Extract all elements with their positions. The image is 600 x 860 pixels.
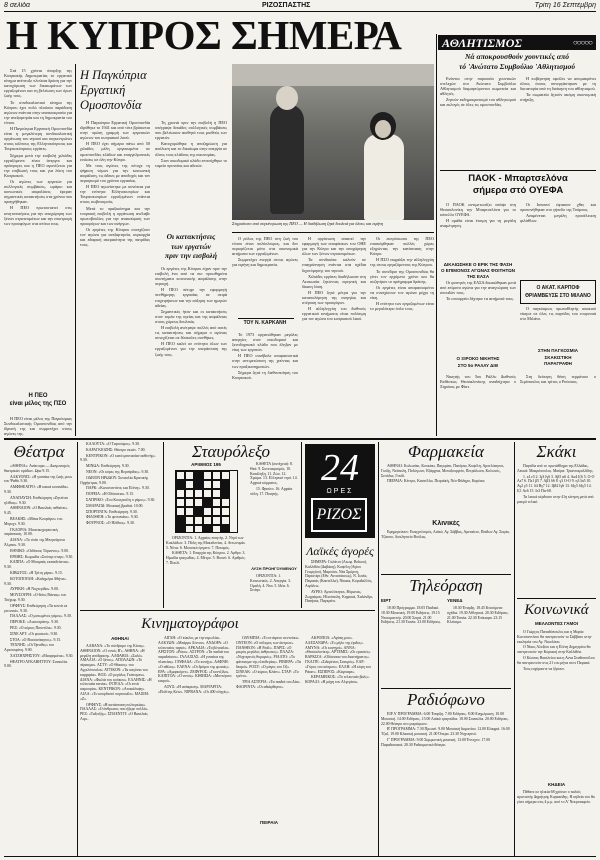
sports-rule bbox=[436, 34, 437, 436]
chess-text: Παρτίδα από το πρωτάθλημα της Ελλάδας. Λευκά: Μακρόπουλος. Μαύρα: Τριανταφυλλίδης. 1. ε4 ε5 2. Ιγ3 Ιγ6 3. Αβ5 α6 4. Αα4 Ιζ6 5. Ο-Ο Αε7 6. Πε1 β5 7. Αβ3 δ6 8. γ3 Ο-Ο 9. η3 Ια5 10. Αγ2 γ5 11. δ4 Βγ7 12. Ιβδ2 Ιγ6 13. δξγ5 δξγ5 14. Ιζ1 Αε6 15. Ιε3 Πα-δ8. Τα λευκά κέρδισαν στην 41η κίνηση μετά από μακρύ τελικό. bbox=[517, 464, 595, 504]
sports-box-line: ΘΡΙΑΜΒΕΥΣΕ ΣΤΟ ΜΙΛΑΝΟ bbox=[525, 293, 591, 299]
lead-headline bbox=[80, 68, 178, 118]
sports-rally bbox=[440, 356, 516, 372]
photo-sky bbox=[232, 64, 434, 86]
radio-title: Ραδιόφωνο bbox=[407, 690, 485, 709]
lead-subhead bbox=[155, 232, 227, 264]
crossword-title: Σταυρόλεξο bbox=[191, 442, 271, 461]
sports-box-line: Ο ΑΚΑΤ. ΚΑΡΠΟΦ bbox=[536, 285, 580, 291]
lead-column-7: Οι εκπρόσωποι της ΠΕΟ επισκέφθηκαν πολλές χώρες εξηγώντας την κατάσταση στην Κύπρο. Η ΠΣΟ εκφράζει την αλληλεγγύη της στους εργαζόμενους της Κύπρου. Το συνέδριο της Ομοσπονδίας θα γίνει τον ερχόμενο χρόνο και θα συζητήσει το πρόγραμμα δράσης. Οι εργάτες είναι αποφασισμένοι να συνεχίσουν τον αγώνα μέχρι τη νίκη. Η ενότητα των εργαζομένων είναι το μεγαλύτερο όπλο τους. bbox=[370, 236, 434, 312]
pharmacy-listing: ΑΘΗΝΑΙ: Κολωνάκι, Κουκάκι, Παγκράτι, Πατήσια, Κυψέλη, Αμπελόκηποι, Γκύζη, Νεάπολη, Πολύγωνο, Εξάρχεια, Μεταξουργείο, Πετράλωνα, Κολωνός, Σεπόλια, Γουδί. ΠΕΙΡΑΙΑ: Κέντρο, Καστέλλα, Πειραϊκή, Νέο Φάληρο, Καμίνια. bbox=[381, 464, 505, 484]
social-title: Κοινωνικά bbox=[524, 602, 589, 618]
lead-subhead-line: των εργατών bbox=[170, 241, 212, 251]
left-column-text: Στά 15 χρόνια ύπαρξης της Κυπριακής Δημοκρατίας το εργατικό κίνημα ανέπτυξε πλούσια δράση για την κατοχύρωση των δικαιωμάτων των εργαζομένων και τη βελτίωση των όρων ζωής τους. Το συνδικαλιστικό κίνημα της Κύπρου έχει πολύ πλούσια παράδοση αγώνων ενάντια στην αποικιοκρατία για την ανεξαρτησία και τη δημοκρατία του τόπου. Η Παγκύπρια Εργατική Ομοσπονδία είναι η μεγαλύτερη συνδικαλιστική οργάνωση του νησιού και συγκεντρώνει στους κόλπους της Ελληνοκύπριους και Τουρκοκύπριους εργάτες. Σήμερα μετά την εισβολή χιλιάδες εργαζόμενοι είναι άνεργοι και πρόσφυγες και η ΠΕΟ αγωνίζεται για την επιβίωσή τους και για λύση του Κυπριακού. Οι αγώνες των εργατών για συλλογικές συμβάσεις, ωράριο και κοινωνικές ασφαλίσεις έφεραν σημαντικές κατακτήσεις στα χρόνια που προηγήθηκαν. Η ΠΕΟ πρωτοστατεί στις κινητοποιήσεις για την αποχώρηση των ξένων στρατευμάτων και την επιστροφή των προσφύγων στα σπίτια τους. bbox=[4, 68, 72, 226]
crossword-rule bbox=[301, 442, 302, 608]
sports-box2 bbox=[520, 348, 596, 372]
lead-column-4: Ο ρόλος της ΠΕΟ στη ζωή του τόπου είναι πολύπλευρος, και δεν περιορίζεται μόνο στα οικονομικά αιτήματα των εργαζομένων. Συμμετέχει ενεργά στους αγώνες για ειρήνη και δημοκρατία. bbox=[232, 236, 298, 268]
sports-text-7: Νικητής του 5ου Ράλλυ Διεθνούς Εκθέσεως Θεσσαλονίκης αναδείχτηκε ο Ξηρόκος με Φίατ. bbox=[440, 374, 516, 390]
markets-listing: ΣΗΜΕΡΑ: Γαλάτσι (Λεωφ. Βεΐκου), Καλλιθέα (Δαβάκη), Κυψέλη (Αγίου Γεωργίου), Μαρούσι, Νέα Σμύρνη, Περιστέρι (Εθν. Αντιστάσεως), Ν. Ιωνία, Πειραιάς (Καστέλλα), Νίκαια, Κορυδαλλός, Αιγάλεω. ΑΥΡΙΟ: Αμπελόκηποι, Βύρωνας, Ζωγράφου, Ηλιούπολη, Κηφισιά, Χαλάνδρι, Πατήσια, Παγκράτι. bbox=[305, 560, 373, 604]
crossword-solution-label: ΛΥΣΗ ΠΡΟΗΓΟΥΜΕΝΟΥ bbox=[251, 566, 297, 571]
sports-divider bbox=[440, 170, 596, 171]
caption-rule bbox=[232, 232, 434, 233]
sports-text-6: Ο παγκόσμιος πρωταθλητής σκακιού νίκησε σε όλες τις παρτίδες του τουρνουά στο Μιλάνο. bbox=[520, 306, 596, 322]
photo-caption: Στιγμιότυπο από συγκέντρωση της ΠΕΟ — Η διαδήλωση ζητά δουλειά για όλους και ειρήνη bbox=[232, 221, 384, 226]
theatre-title: Θέατρα bbox=[13, 442, 65, 461]
sports-headline-line: ΠΑΟΚ - Μπαρτσελόνα bbox=[468, 173, 568, 184]
radio-rule-top bbox=[381, 688, 511, 689]
radio-listing: ΕΙΡ Α' ΠΡΟΓΡΑΜΜΑ: 6.00 Έναρξη. 7.00 Ειδήσεις. 8.00 Ενημέρωση. 10.00 Μουσική. 14.00 Ειδήσεις. 15.00 Λαϊκά τραγούδια. 18.00 Συναυλία. 20.00 Ειδήσεις. 22.00 Θέατρο στο μικρόφωνο. Β' ΠΡΟΓΡΑΜΜΑ: 7.30 Πρωινό. 9.00 Μουσική δωματίου. 12.00 Ελαφρά. 16.00 Τζαζ. 19.00 Κλασική μουσική. 21.00 Όπερα. 23.30 Νυχτερινό. Γ' ΠΡΟΓΡΑΜΜΑ: 9.00 Συμφωνική μουσική. 13.00 Έντεχνο. 17.00 Παραδοσιακά. 20.30 Ραδιοφωνικό θέατρο. bbox=[381, 712, 510, 747]
sports-note-line: Ο ΕΠΙΜΟΝΟΣ ΑΓΩΝΑΣ ΦΟΙΤΗΤΩΝ ΤΗΣ ΕΑΣΑ bbox=[440, 268, 515, 278]
box-24-word: ΩΡΕΣ bbox=[326, 488, 354, 495]
theatre-rule-2 bbox=[163, 442, 164, 608]
cinema-listing-4: ΑΚΡΟΠΟΛ: «Αγάπη μου». ΑΛΕΞΑΝΔΡΑ: «Το μήλο της έριδος». ΑΜΥΝΑ: «Οι κυνηγοί». ΑΝΝΑ: «Θεσσαλονίκη». ΑΡΤΕΜΙΣ: «Οι εραστές». ΒΑΡΚΙΖΑ: «Οδύσσεια του διαστήματος». ΓΚΑΙΤΕ: «Σιδερένιος Σταυρός». ΕΑΡ: «Γύρος του κόσμου». ΕΛΛΗ: «Η κόρη του Ράιαν». ΕΣΠΕΡΟΣ: «Κάμπαρε». ΚΕΡΑΜΕΙΚΟΣ: «Το τελευταίο βαλς». ΚΟΡΑΛΙ: «Η μάχη του Αλγερίου». bbox=[305, 636, 372, 685]
chess-title: Σκάκι bbox=[536, 442, 577, 461]
sports-banner bbox=[438, 35, 596, 50]
chess-rule bbox=[514, 442, 515, 856]
sports-rally-line: ΣΤΟ 5ο ΡΑΛΛΥ ΔΙΘ bbox=[457, 362, 499, 368]
tv-eirt-listing: 18.00 Πρόγραμμα. 18.05 Παιδικό. 18.30 Μουσική. 19.00 Ειδήσεις. 19.15 Ντοκιμαντέρ. 20.00 Σειρά. 21.00 Ειδήσεις. 21.30 Ταινία. 23.00 Ειδήσεις. bbox=[381, 606, 442, 625]
olympic-rings-icon: ○○○○○ bbox=[572, 38, 592, 47]
cinema-athens-label: ΑΘΗΝΑΙ bbox=[111, 636, 129, 641]
photo-figure-woman bbox=[364, 134, 404, 220]
crossword-solution: ΟΡΙΖΟΝΤΙΑ: 1. Κοινωνικός. 2. Απεργία. 3. Ομαλή. 4. Ντα. 5. Ιδέα. 6. Σιτάρι. bbox=[250, 574, 291, 593]
lead-column-1: Η Παγκύπρια Εργατική Ομοσπονδία ιδρύθηκε το 1941 και από τότε βρίσκεται στην πρώτη γραμμή των εργατικών αγώνων του κυπριακού λαού. Η ΠΕΟ έχει σήμερα πάνω από 50 χιλιάδες μέλη οργανωμένα σε ομοσπονδίες κλάδων και επαγγελματικές ενώσεις σε όλη την Κύπρο. Με τους αγώνες της πέτυχε τη ψήφιση νόμων για την κοινωνική ασφάλιση, τις άδειες με αποδοχές και τον περιορισμό του χρόνου εργασίας. Η ΠΕΟ αγωνίστηκε με συνέπεια για την ενότητα Ελληνοκυπρίων και Τουρκοκυπρίων εργαζομένων ενάντια στους σωβινισμούς. Μετά το πραξικόπημα και την τουρκική εισβολή η οργάνωση ανέλαβε πρωτοβουλίες για την ανακούφιση των προσφύγων και των ανέργων. Οι εργάτες της Κύπρου συνεχίζουν τον αγώνα για ανεξαρτησία, κυριαρχία και εδαφική ακεραιότητα της πατρίδας τους. bbox=[80, 120, 150, 248]
sports-note bbox=[440, 262, 516, 278]
lead-headline-line: Ομοσπονδία bbox=[80, 98, 142, 112]
cinema-title: Κινηματογράφοι bbox=[141, 616, 239, 632]
kidia-label: ΚΗΔΕΙΑ bbox=[547, 782, 566, 787]
box-24-hours bbox=[305, 444, 375, 538]
photo-figure-man bbox=[270, 104, 304, 214]
sports-note-line: ΔΙΚΑΙΩΣΗΚΕ Ο ΕΡΙΚ ΤΗΣ ΦΑΣΗ bbox=[443, 262, 513, 267]
box-24-brand: ΡΙΖΟΣ bbox=[311, 498, 367, 532]
sports-box2-line: ΣΤΗΝ ΠΑΓΚΟΣΜΙΑ bbox=[538, 348, 578, 353]
author-byline: ΤΟΥ Ν. ΚΑΡΚΑΝΗ bbox=[243, 320, 287, 326]
lead-column-2: Τη χρονιά πριν την εισβολή η ΠΕΟ υπέγραψε δεκάδες συλλογικές συμβάσεις που βελτίωσαν αισθητά τους μισθούς των εργατών. Κατοχυρώθηκε η αποζημίωση για απόλυση και το δικαίωμα στην απεργία σε όλους τους κλάδους της οικονομίας. Στον οικοδομικό κλάδο επιτεύχθηκε το ταμείο προνοίας και αδειών. bbox=[155, 120, 227, 168]
masthead-title: Η ΚΥΠΡΟΣ ΣΗΜΕΡΑ bbox=[6, 13, 402, 58]
crossword-clues-across: ΟΡΙΖΟΝΤΙΑ: 1. Αρχαίος ποιητής. 2. Νησί των Κυκλάδων. 3. Πόλη της Μακεδονίας. 4. Αντωνυμία. 5. Νότα. 6. Μουσικό όργανο. 7. Ποταμός. ΚΑΘΕΤΑ: 1. Επαρχία της Κύπρου. 2. Αρθρο. 3. Ηρωίδα τραγωδίας. 4. Μέτρο. 5. Βουνό. 6. Αριθμός. 7. Πουλί. bbox=[166, 536, 246, 565]
sports-subhead-line: Νά αποκρουσθούν χουντικές από bbox=[464, 52, 570, 61]
crossword-number: ΑΡΙΘΜΟΣ 195 bbox=[191, 462, 221, 467]
sports-headline bbox=[440, 173, 596, 199]
pull-head-line: είναι μέλος της ΠΣΟ bbox=[9, 401, 67, 407]
sports-text-4: Οι Ισπανοί έφτασαν χθες και προπονήθηκαν στο γήπεδο της Τούμπας. Αναμένεται μεγάλη προσέλευση φιλάθλων. bbox=[520, 202, 596, 224]
pharmacy-rule bbox=[378, 442, 379, 856]
tv-yened-listing: 18.30 Έναρξη. 18.45 Κινούμενα σχέδια. 19.30 Αθλητικά. 20.30 Ειδήσεις. 21.00 Ταινία. 22.30 Επίκαιρα. 23.15 Κλείσιμο. bbox=[447, 606, 509, 625]
crossword-grid bbox=[175, 470, 238, 533]
pull-head bbox=[4, 392, 72, 414]
left-column-text-end: Η ΠΕΟ είναι μέλος της Παγκόσμιας Συνδικαλιστικής Ομοσπονδίας από την ίδρυσή της και συμμετέχει στους αγώνες της. bbox=[4, 416, 72, 436]
lead-headline-line: Η Παγκύπρια bbox=[80, 68, 147, 82]
sports-box2-line: ΣΚΑΚΙΣΤΙΚΗ bbox=[544, 354, 572, 360]
top-rule bbox=[4, 11, 596, 12]
issue-date: Τρίτη 16 Σεπτέμβρη bbox=[534, 2, 596, 9]
photo-face-man bbox=[276, 86, 298, 110]
social-sub: ΜΕΛΛΟΝΤΕΣ ΓΑΜΟΙ bbox=[534, 621, 579, 626]
markets-title: Λαϊκές άγορές bbox=[306, 544, 374, 558]
photo-face-woman bbox=[375, 120, 391, 138]
tv-eirt-label: ΕΙΡΤ bbox=[381, 598, 392, 603]
lead-photo bbox=[232, 64, 434, 220]
lead-column-3: Οι εργάτες της Κύπρου είχαν πριν την εισβολή ένα από τα πιο προωθημένα συστήματα κοινωνικής ασφάλισης στην περιοχή. Η ΠΕΟ πέτυχε την εφαρμογή πενθήμερης εργασίας σε σειρά επιχειρήσεων και την αύξηση των ημερών αδείας. Σημαντικές ήταν και οι κατακτήσεις στον τομέα της υγείας και της ασφάλειας στους χώρους δουλειάς. Η εισβολή ανέτρεψε πολλές από αυτές τις κατακτήσεις και σήμερα ο αγώνας συνεχίζεται σε δύσκολες συνθήκες. Η ΠΕΟ καλεί σε ενότητα όλων των εργαζομένων για την υπεράσπιση της ζωής τους. bbox=[155, 266, 227, 357]
pharmacy-title: Φαρμακεία bbox=[408, 442, 484, 461]
sports-rally-line: Ο ΞΙΡΟΚΟ ΝΙΚΗΤΗΣ bbox=[456, 356, 500, 361]
kidia-text: Πέθανε σε ηλικία 68 χρόνων ο παλιός αγωνιστής Δημήτρης Κυριακίδης. Η κηδεία του θα γίνει σήμερα στις 4 μ.μ. από το Α' Νεκροταφείο. bbox=[517, 790, 595, 804]
lead-column-5: Το 1973 οργανώθηκαν μεγάλες απεργίες στον οικοδομικό και ξενοδοχειακό κλάδο που έληξαν με νίκη των εργατών. Η ΠΕΟ συνέβαλε αποφασιστικά στην αντιμετώπιση της χούντας και των πραξικοπηματιών. Σήμερα ζητά τη διεθνοποίηση του Κυπριακού. bbox=[232, 332, 298, 380]
sports-subhead bbox=[438, 52, 596, 74]
social-text: Ο Γιώργος Παπαδόπουλος και η Μαρία Κωνσταντίνου θα παντρευτούν το Σάββατο στην εκκλησία του Αγ. Νικολάου. Ο Νίκος Αλεξίου και η Ελένη Δημητρίου θα παντρευτούν την Κυριακή στην Καλλιθέα. Ο Κώστας Βασιλείου και η Αννα Σταθοπούλου θα παντρευτούν στις 21 του μήνα στον Πειραιά. Τους ευχόμαστε να ζήσουν. bbox=[517, 630, 595, 671]
cinema-listing-2: ΑΙΓΛΗ: «Ο κύκλος με την κιμωλία». ΑΛΚΥΩΝ: «Μπάρρυ Λίντον». ΑΝΔΟΡΑ: «Ο τελευταίος ταγκό». ΑΡΚΑΔΙΑ: «Τα βότσαλα». ΑΡΙΣΤΟΝ: «Ρόκυ». ΑΣΤΡΟΝ: «Τα παιδιά του παραδείσου». ΓΑΛΑΞΙΑΣ: «Η γυναίκα της πλατείας». ΓΛΥΦΑΔΑ: «Το κυνήγι». ΔΑΦΝΗ: «Ο αθώος». ΕΛΕΝΑ: «Οι δρόμοι της φωτιάς». ΕΡΑ: «Αμαρκόρντ». ΖΕΦΥΡΟΣ: «Γκοντζίλα». ΚΑΠΙΤΟΛ: «Ο νονός». ΚΗΦΙΣΙΑ: «Μοντέρνοι καιροί». ΛΟΥΞ: «Η ανάκριση». ΜΑΡΓΑΡΙΤΑ: «Πολίτης Κέιν». ΝΙΡΒΑΝΑ: «Οι 400 πληγές». bbox=[158, 636, 232, 694]
pull-head-line: Η ΠΕΟ bbox=[28, 393, 48, 399]
column-rule bbox=[75, 64, 76, 436]
theatre-rule bbox=[77, 442, 78, 856]
lead-subhead-line: πριν την εισβολή bbox=[165, 251, 217, 260]
sports-subhead-line: τό 'Ανώτατο Συμβούλιο 'Αθλητισμού bbox=[459, 62, 575, 71]
sports-banner-label: ΑΘΛΗΤΙΣΜΟΣ bbox=[442, 36, 522, 50]
sports-text-8: Στη δεύτερη θέση τερμάτισε ο Σιμόπουλος και τρίτος ο Ρούσσος. bbox=[520, 374, 596, 385]
section-rule bbox=[4, 438, 596, 440]
sports-box bbox=[520, 280, 596, 304]
cinema-listing-3: ΟΛΥΜΠΙΑ: «Το ιπτάμενο σεντούκι». ΟΝΤΕΟΝ: «Ο πόλεμος των άστρων». ΠΑΝΘΕΟΝ: «Η Ρεάλ». ΠΑΡΙΣ: «Ο μικρός μεγάλος άνθρωπος». ΠΛΑΖΑ: «Νυχτερινός θυρωρός». ΡΙΑΛΤΟ: «Το φάντασμα της ελευθερίας». ΡΙΒΙΕΡΑ: «Τα δεσμά». ΡΟΞΥ: «Ο μάγος του Οζ». ΣΙΝΕΑΚ: «Ο κύριος Κλάιν». ΣΤΑΡ: «Το τρένο». ΤΡΙΑ ΑΣΤΕΡΙΑ: «Τα παιδιά του Δία». ΦΛΟΡΙΝΤΑ: «Οι αδιάφθοροι». bbox=[236, 636, 301, 689]
sports-headline-line: σήμερα στό ΟΥΕΦΑ bbox=[472, 185, 564, 196]
tv-title: Τηλεόραση bbox=[409, 576, 483, 595]
crossword-clues-down: ΚΑΘΕΤΑ (συνέχεια): 8. Θεά. 9. Συνεταιρισμός. 10. Κατάληξη. 11. Ζώο. 12. Χρώμα. 13. Ελληνικό νησί. 14. Αρχικά κόμματος. 15. Φρούτο. 16. Αρχαία πόλη. 17. Ποιητής. bbox=[250, 462, 298, 496]
tv-rule-top bbox=[381, 574, 511, 575]
sports-box-text bbox=[521, 281, 595, 300]
bottom-rule bbox=[4, 856, 596, 857]
clinics-listing: Εφημερεύουν: Ευαγγελισμός, Λαϊκό, Αγ. Σάββας, Αρεταίειο, Παίδων Αγ. Σοφία, Τζάνειο, Ασκληπιείο Βούλας. bbox=[381, 530, 510, 539]
box-24-number: 24 bbox=[321, 447, 359, 489]
cinema-rule-top bbox=[80, 610, 375, 611]
author-rule bbox=[238, 318, 294, 319]
cinema-piraeus-label: ΠΕΙΡΑΙΑ bbox=[260, 820, 278, 825]
paper-name: ΡΙΖΟΣΠΑΣΤΗΣ bbox=[262, 2, 311, 9]
page-label: 8 σελίδα bbox=[4, 2, 31, 9]
sports-box2-line: ΠΑΡΑΓΡΑΦΗ bbox=[544, 361, 572, 366]
sports-text-2: Η κυβέρνηση οφείλει να απομακρύνει όλους όσους συνεργάστηκαν με τη δικτατορία από τη διοίκηση του αθλητισμού. Τα σωματεία ζητούν ακόμη οικονομική στήριξη. bbox=[520, 76, 596, 103]
sports-text-3: Ο ΠΑΟΚ αντιμετωπίζει απόψε στη Θεσσαλονίκη την Μπαρτσελόνα για το κύπελλο ΟΥΕΦΑ. Η ομάδα είναι έτοιμη για τη μεγάλη αναμέτρηση. bbox=[440, 202, 516, 229]
sports-text-5: Οι φοιτητές της ΕΑΣΑ δικαιώθηκαν μετά από επίμονο αγώνα για την αναγνώριση των σπουδών τους. Το υπουργείο δέχτηκε τα αιτήματά τους. bbox=[440, 280, 516, 302]
tv-yened-label: ΥΕΝΕΔ bbox=[447, 598, 463, 603]
theatre-listing: «ΑΘΗΝΑ»: Ανάκτορα — Διαγωνισμός θεατρικών ομάδων. Ωρα 9.15. ΑΛΚΥΟΝΙΣ: «Η γυναίκα της ζωής μου» του Ψαθά. 9.30. ΑΜΦΙΘΕΑΤΡΟ: «Η κακιά κουνιάδα». 9.30. ΑΝΑΠΑΥΣΗ: Επιθεώρηση «Ζητείται ηλίθιος». 9.30. ΑΘΗΝΑΙΟΝ: «Ο Βασιλιάς πεθαίνει». 9.45. ΒΕΑΚΗΣ: «Μάνα Κουράγιο» του Μπρεχτ. 9.30. ΓΚΛΟΡΙΑ: Μουσικοχορευτική παράσταση. 10.00. ΔΙΑΝΑ: «Το σπίτι της Μπερνάρντα Άλμπα». 9.30. ΕΘΝΙΚΟ: «Οιδίπους Τύραννος». 9.00. ΕΡΜΗΣ: Κωμωδία «Σούπερ σταρ». 9.30. ΚΑΠΠΑ: «Ο Μπαμπάς εκπαιδεύεται». 9.30. ΚΙΒΩΤΟΣ: «Η Τρίτη μέρα». 9.15. ΚΟΤΟΠΟΥΛΗ: «Καλημέρα Αθήνα». 9.30. ΛΥΡΙΚΗ: «Η Νυχτερίδα». 9.00. ΜΟΥΣΟΥΡΗ: «Ο θείος Βάνιας» του Τσέχωφ. 9.30. ΟΡΦΕΥΣ: Επιθεώρηση «Τα κοντά σε γειτονιά». 9.30. ΠΑΛΛΑΣ: «Ο ματωμένος γάμος». 9.30. ΠΕΡΟΚΕ: «Λυσιστράτη». 9.30. ΡΕΞ: «Ο κύριος Πουντίλα». 9.30. ΣΙΝΕ ΑΡΤ: «Οι φυσικοί». 9.30. ΣΤΟΑ: «Ο Βυσσινόκηπος». 9.15. ΤΕΧΝΗΣ: «Οι Όρνιθες» του Αριστοφάνη. 9.00. ΧΑΤΖΗΧΡΗΣΤΟΥ: «Μαυρομάτα». 9.30. ΘΕΑΤΡΟ ΛΥΚΑΒΗΤΤΟΥ: Συναυλία. 9.00. bbox=[4, 464, 74, 669]
lead-subhead-line: Οι κατακτήσεις bbox=[166, 232, 216, 241]
lead-column-6: Η οργάνωση απαιτεί την εφαρμογή των αποφάσεων του ΟΗΕ για την Κύπρο και την αποχώρηση όλων των ξένων στρατευμάτων. Τα συνδικάτα καλούν σε επαγρύπνηση ενάντια στα σχέδια διχοτόμησης του νησιού. Χιλιάδες εργάτες διαδήλωσαν στη Λευκωσία ζητώντας ειρηνική και δίκαιη λύση. Η ΠΕΟ ζητά μέτρα για την καταπολέμηση της ανεργίας και στέγαση των προσφύγων. Η αλληλεγγύη του διεθνούς εργατικού κινήματος είναι πολύτιμη για τον αγώνα του κυπριακού λαού. bbox=[302, 236, 366, 322]
clinics-title: Κλινικές bbox=[432, 520, 460, 527]
cinema-listing-1: ΑΑΒΑΝΑ: «Το σύνδρομο της Κίνας». ΑΘΗΝΑΙΟΝ: «Ο νονός Β'». ΑΘΗΝΑ: «Η μεγάλη απόδραση». ΑΛΦΑΒΙΛ: «Σαλό». ΑΜΑΛΙΑ: «Ο ξένος». ΑΠΟΛΛΩΝ: «Το πέρασμα». ΑΣΤΥ: «Ο Θίασος» του Αγγελόπουλου. ΑΤΤΙΚΟΝ: «Τα σαγόνια του καρχαρία». ΒΟΞ: «Ο μεγάλος Γκάτσμπυ». ΔΙΑΝΑ: «Φωλιά του κούκου». ΕΛΛΗΝΙΣ: «Η τελευταία ταινία». ΙΝΤΕΑΛ: «Οι επτά σαμουράι». ΚΕΝΤΡΙΚΟΝ: «Αποκάλυψη». ΛΙΛΑ: «Το κουρδιστό πορτοκάλι». ΜΑΞΙΜ: «Ζ». ΟΡΦΕΥΣ: «Η κατάσταση πολιορκίας». ΠΑΛΛΑΣ: «Ο άνθρωπος που ήξερε πολλά». ΡΕΞ: «Ταξιτζής». ΣΠΛΕΝΤΙΤ: «Ο Βασιλιάς Λιρ». bbox=[80, 644, 152, 721]
sports-text-1: Ενάντια στην παρουσία χουντικών στελεχών στο Ανώτατο Συμβούλιο Αθλητισμού διαμαρτύρονται σωματεία και αθλητές. Ζητούν εκδημοκρατισμό του αθλητισμού και εκλογές σε όλες τις ομοσπονδίες. bbox=[440, 76, 516, 108]
social-rule-top bbox=[517, 598, 596, 599]
lead-headline-line: Εργατική bbox=[80, 83, 126, 97]
theatre-listing-2: ΚΑΛΟΥΤΑ: «Ο Ταρτούφος». 9.30. ΚΑΡΑΓΚΙΟΖΗΣ: Θέατρο σκιών. 7.00. ΚΕΝΤΡΙΚΟΝ: «Ο κατά φαντασίαν ασθενής». 9.30. ΜΙΝΩΑ: Επιθεώρηση. 9.30. ΝΕΟΝ: «Οι κόρες της Βερνάρδας». 9.30. ΟΔΕΙΟΝ ΗΡΩΔΟΥ: Συναυλία Κρατικής Ορχήστρας. 9.00. ΠΑΡΚ: «Κωνσταντίνος και Ελένη». 9.30. ΠΟΡΕΙΑ: «Η Οδύσσεια». 9.15. ΣΑΤΙΡΙΚΟ: «Του Κουτρούλη ο γάμος». 9.30. ΣΜΑΡΑΓΔΙ: Μουσική βραδιά. 10.00. ΣΠΟΡΤΙΝΓΚ: Επιθεώρηση. 9.30. ΦΙΛΟΘΕΗ: «Το φιντανάκι». 9.30. ΦΟΥΡΝΟΣ: «Ο Ηλίθιος». 9.30. bbox=[80, 442, 157, 526]
